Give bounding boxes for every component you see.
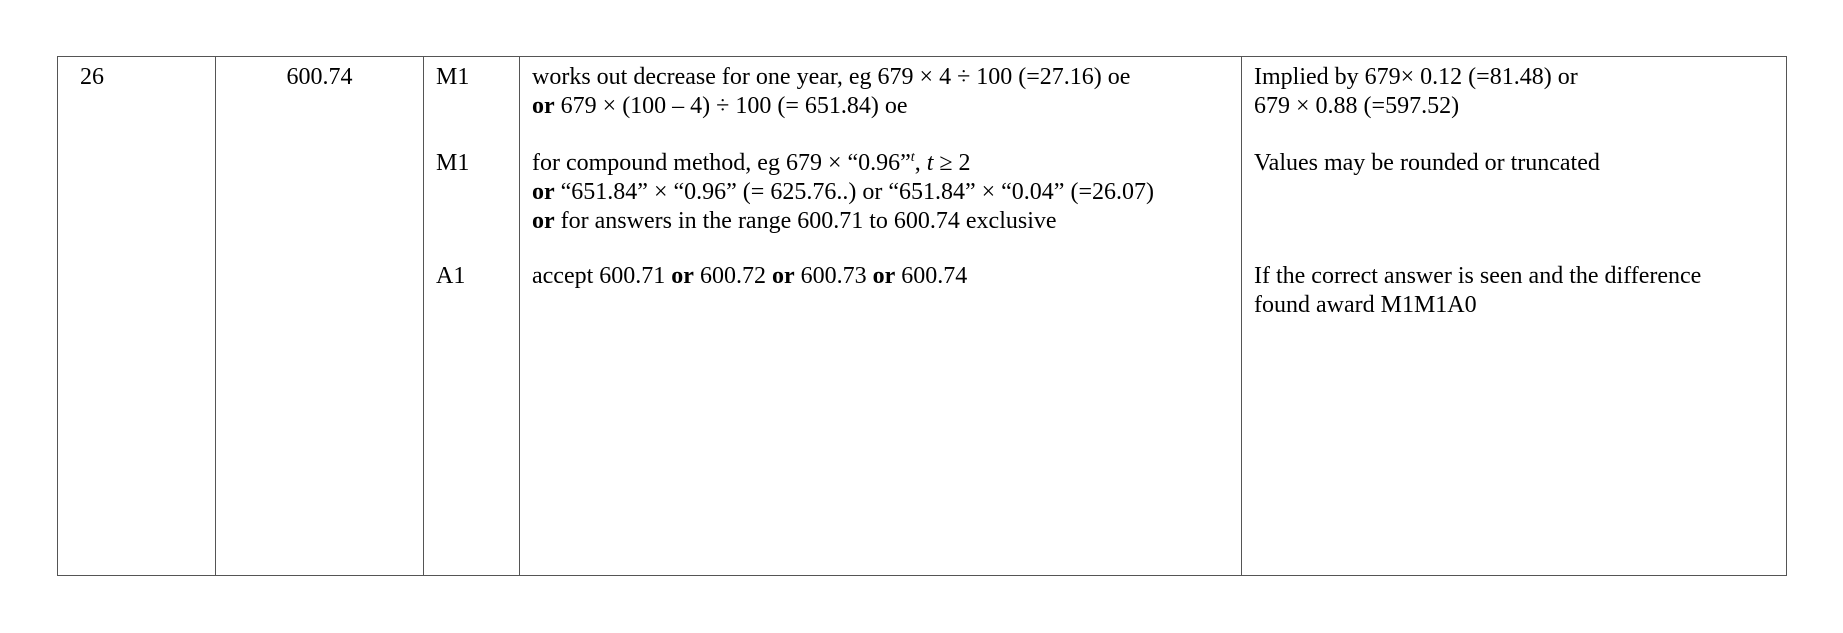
note-1 bbox=[1254, 63, 1578, 121]
or-keyword: or bbox=[771, 263, 795, 289]
mark-column bbox=[423, 57, 519, 575]
note-line: Values may be rounded or truncated bbox=[1254, 150, 1600, 176]
working-m1-first bbox=[532, 63, 1130, 121]
working-text: , bbox=[914, 150, 927, 176]
mark-code-3: A1 bbox=[436, 263, 466, 289]
note-3 bbox=[1254, 262, 1701, 320]
mark-scheme-table bbox=[57, 56, 1787, 576]
working-m1-second bbox=[532, 149, 1154, 236]
working-text: for answers in the range 600.71 to 600.74 exclusive bbox=[554, 208, 1057, 234]
working-text: accept 600.71 bbox=[532, 263, 672, 289]
question-number-column bbox=[58, 57, 215, 575]
question-number: 26 bbox=[80, 64, 104, 90]
or-keyword: or bbox=[532, 208, 555, 234]
working-line bbox=[532, 178, 1154, 207]
working-text: 600.72 bbox=[693, 263, 772, 289]
note-line: If the correct answer is seen and the difference bbox=[1254, 263, 1702, 289]
working-text: ≥ 2 bbox=[933, 150, 971, 176]
working-line bbox=[532, 149, 1154, 178]
working-text: for compound method, eg 679 × “0.96” bbox=[532, 150, 911, 176]
working-line bbox=[532, 207, 1154, 236]
working-line bbox=[532, 92, 1130, 121]
working-column bbox=[519, 57, 1241, 575]
or-keyword: or bbox=[532, 179, 555, 205]
note-line: 679 × 0.88 (=597.52) bbox=[1254, 93, 1460, 119]
or-keyword: or bbox=[872, 263, 896, 289]
variable-t: t bbox=[926, 150, 934, 176]
working-line: works out decrease for one year, eg 679 × 4 ÷ 100 (=27.16) oe bbox=[532, 64, 1131, 90]
working-text: 679 × (100 – 4) ÷ 100 (= 651.84) oe bbox=[554, 93, 908, 119]
note-line: found award M1M1A0 bbox=[1254, 292, 1477, 318]
or-keyword: or bbox=[532, 93, 555, 119]
note-line: Implied by 679× 0.12 (=81.48) or bbox=[1254, 64, 1578, 90]
working-text: 600.73 bbox=[794, 263, 873, 289]
working-text: “651.84” × “0.96” (= 625.76..) or “651.84” × “0.04” (=26.07) bbox=[554, 179, 1154, 205]
notes-column bbox=[1241, 57, 1786, 575]
answer-column bbox=[215, 57, 423, 575]
working-a1 bbox=[532, 262, 967, 291]
or-keyword: or bbox=[671, 263, 694, 289]
mark-code-2: M1 bbox=[436, 150, 470, 176]
mark-code-1: M1 bbox=[436, 64, 470, 90]
exponent: t bbox=[910, 150, 915, 165]
note-2 bbox=[1254, 149, 1600, 178]
final-answer: 600.74 bbox=[286, 64, 353, 90]
working-text: 600.74 bbox=[895, 263, 968, 289]
